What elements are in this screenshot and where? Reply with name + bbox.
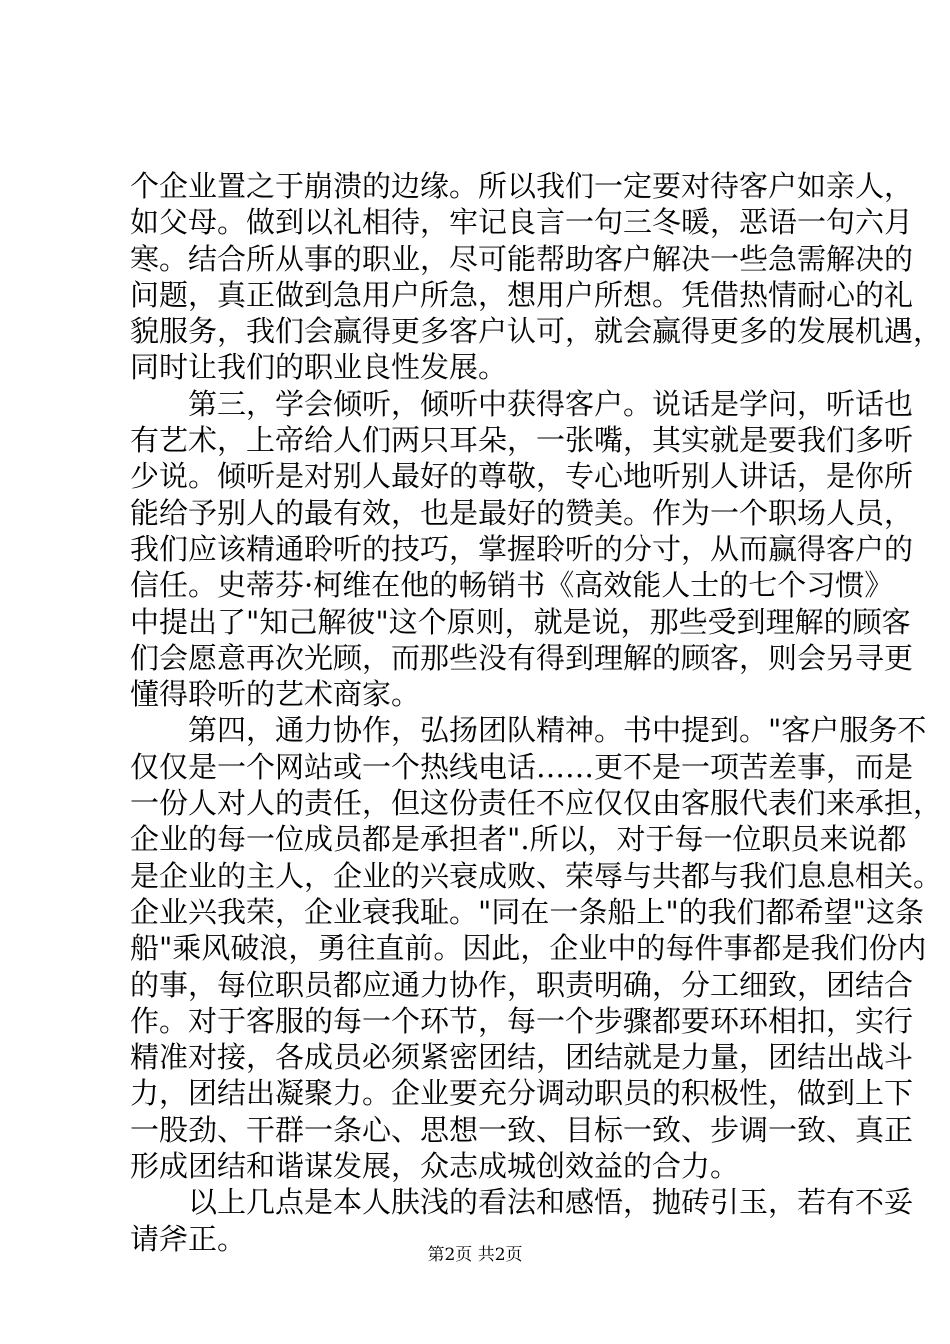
text-line: 信任。史蒂芬·柯维在他的畅销书《高效能人士的七个习惯》 [130,568,894,603]
text-line: 懂得聆听的艺术商家。 [130,677,421,712]
document-body [130,168,943,1257]
text-line: 我们应该精通聆听的技巧，掌握聆听的分寸，从而赢得客户的 [130,531,914,566]
paragraph-fourth-point [130,712,943,1184]
text-line: 问题，真正做到急用户所急，想用户所想。凭借热情耐心的礼 [130,277,914,312]
text-line: 一份人对人的责任，但这份责任不应仅仅由客服代表们来承担， [130,786,943,821]
text-line: 企业的每一位成员都是承担者".所以，对于每一位职员来说都 [130,822,907,857]
text-line: 船"乘风破浪，勇往直前。因此，企业中的每件事都是我们份内 [130,931,927,966]
page-number-footer: 第2页 共2页 [427,1245,523,1265]
text-line: 们会愿意再次光顾，而那些没有得到理解的顾客，则会另寻更 [130,640,914,675]
text-line: 是企业的主人，企业的兴衰成败、荣辱与共都与我们息息相关。 [130,858,943,893]
text-line: 有艺术，上帝给人们两只耳朵，一张嘴，其实就是要我们多听 [130,423,914,458]
text-line: 精准对接，各成员必须紧密团结，团结就是力量，团结出战斗 [130,1040,914,1075]
text-line: 中提出了"知己解彼"这个原则，就是说，那些受到理解的顾客 [130,604,911,639]
text-line: 企业兴我荣，企业衰我耻。"同在一条船上"的我们都希望"这条 [130,894,925,929]
text-line: 作。对于客服的每一个环节，每一个步骤都要环环相扣，实行 [130,1003,914,1038]
text-line: 个企业置之于崩溃的边缘。所以我们一定要对待客户如亲人， [130,169,914,203]
text-line: 能给予别人的最有效，也是最好的赞美。作为一个职场人员， [130,495,914,530]
text-line: 同时让我们的职业良性发展。 [130,350,508,385]
text-line: 少说。倾听是对别人最好的尊敬，专心地听别人讲话，是你所 [130,459,914,494]
text-line: 形成团结和谐谋发展，众志成城创效益的合力。 [130,1149,740,1184]
text-line: 请斧正。 [130,1221,247,1256]
text-line: 一股劲、干群一条心、思想一致、目标一致、步调一致、真正 [130,1112,914,1147]
text-line: 力，团结出凝聚力。企业要充分调动职员的积极性，做到上下 [130,1076,914,1111]
text-line: 第四，通力协作，弘扬团队精神。书中提到。"客户服务不 [188,713,927,748]
text-line: 如父母。做到以礼相待，牢记良言一句三冬暖，恶语一句六月 [130,205,914,240]
text-line: 第三，学会倾听，倾听中获得客户。说话是学问，听话也 [188,386,914,421]
text-line: 以上几点是本人肤浅的看法和感悟，抛砖引玉，若有不妥 [188,1185,914,1220]
paragraph-continuation [130,168,943,386]
text-line: 寒。结合所从事的职业，尽可能帮助客户解决一些急需解决的 [130,241,914,276]
text-line: 仅仅是一个网站或一个热线电话……更不是一项苦差事，而是 [130,749,914,784]
text-line: 的事，每位职员都应通力协作，职责明确，分工细致，团结合 [130,967,914,1002]
paragraph-third-point [130,386,914,713]
text-line: 貌服务，我们会赢得更多客户认可，就会赢得更多的发展机遇， [130,314,943,349]
